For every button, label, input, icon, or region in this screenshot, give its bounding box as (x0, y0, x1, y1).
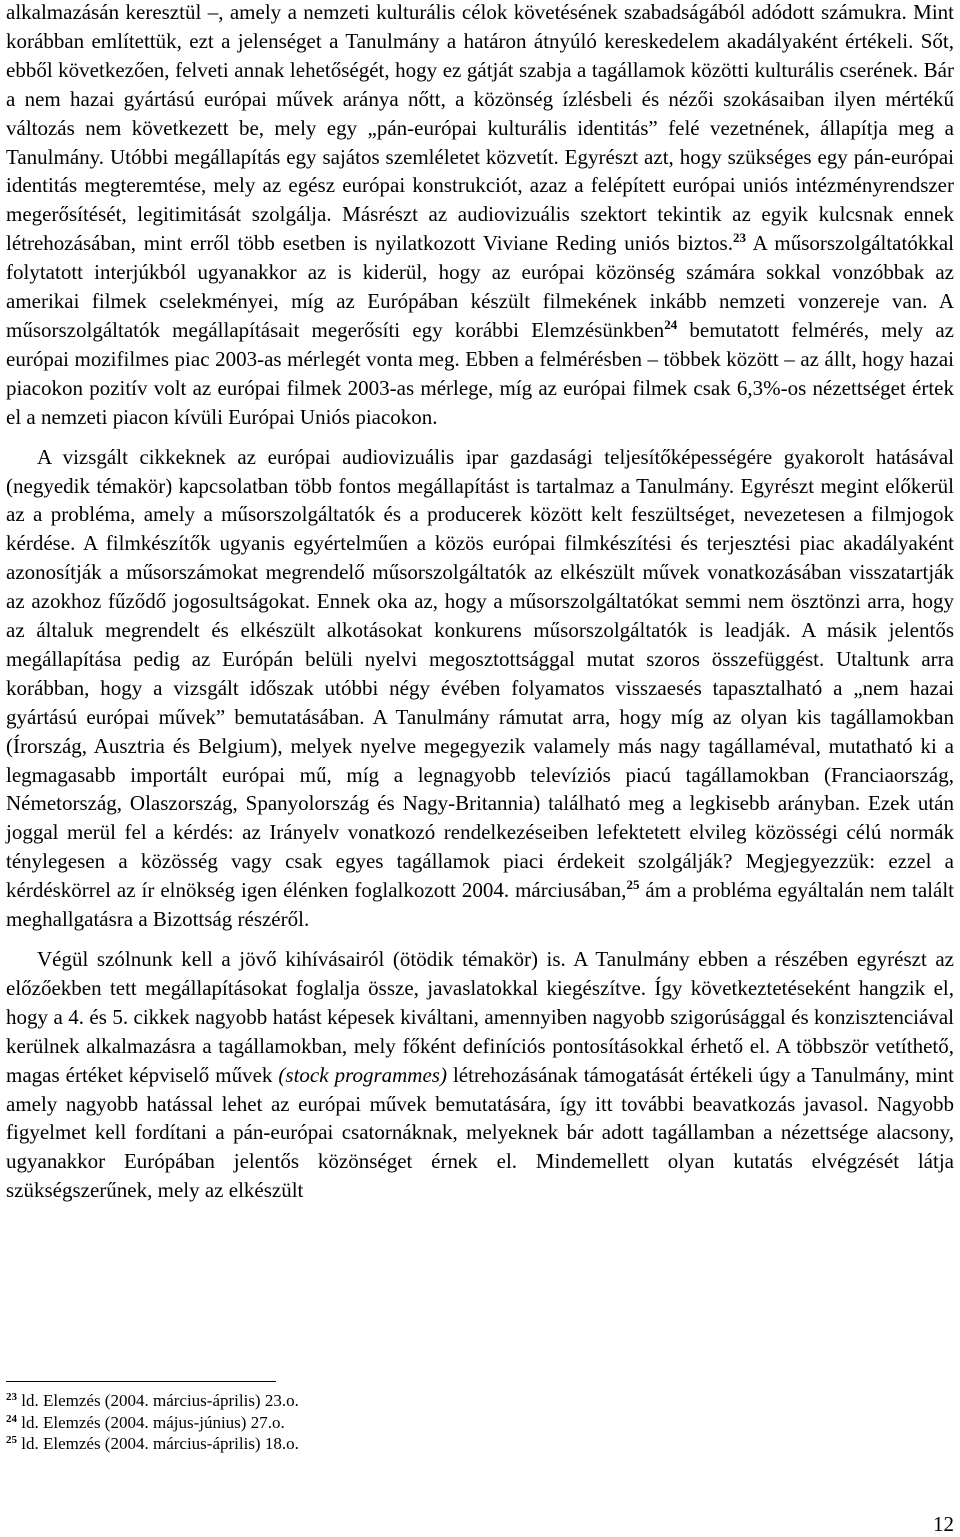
footnote-separator (6, 1381, 276, 1382)
footnote (6, 1433, 946, 1455)
text-run: A vizsgált cikkeknek az európai audiovizuális ipar gazdasági teljesítőképességére gyakorolt hatásával (negyedik témakör) kapcsolatban több fontos megállapítást is tartalmaz a Tanulmány. Egyrészt megint előkerül az a probléma, amely a műsorszolgáltatók és a producerek között kelt feszültséget, nevezetesen a filmjogok kérdése. A filmkészítők ugyanis egyértelműen a közös európai filmkészítési és terjesztési piac akadályaként azonosítják a műsorszámokat megrendelő műsorszolgáltatók az elkészült művek vonatkozásában visszatartják az azokhoz fűződő jogosultságokat. Ennek oka az, hogy a műsorszolgáltatókat semmi nem ösztönzi arra, hogy az általuk megrendelt és elkészült alkotásokat konkurens műsorszolgáltatók is leadják. A másik jelentős megállapítása pedig az Európán belüli nyelvi megosztottsággal mutat szoros összefüggést. Utaltunk arra korábban, hogy a vizsgált időszak utóbbi négy évében folyamatos visszaesés tapasztalható a „nem hazai gyártású európai művek” bemutatásában. A Tanulmány rámutat arra, hogy míg az olyan kis tagállamokban (Írország, Ausztria és Belgium), melyek nyelve megegyezik valamely más nagy tagállaméval, mutatható ki a legmagasabb importált európai mű, míg a legnagyobb televíziós piacú tagállamokban (Franciaország, Németország, Olaszország, Spanyolország és Nagy-Britannia) található meg a legkisebb arányban. Ezek után joggal merül fel a kérdés: az Irányelv vonatkozó rendelkezéseiben lefektetett elvileg közösségi célú normák ténylegesen a közösség vagy csak egyes tagállamok piaci érdekeit szolgálják? Megjegyezzük: ezzel a kérdéskörrel az ír elnökség igen élénken foglalkozott 2004. márciusában, (6, 444, 954, 903)
text-run: ám a probléma egyáltalán nem talált meghallgatásra a Bizottság részéről. (6, 878, 955, 932)
footnote-reference: 24 (664, 316, 678, 332)
paragraph (6, 0, 954, 432)
paragraph (6, 443, 954, 934)
text-run: létrehozásának támogatását értékeli úgy a Tanulmány, mint amely nagyobb hatással lehet az európai művek bemutatására, így itt további beavatkozás javasol. Nagyobb figyelmet kell fordítani a pán-európai csatornáknak, melyeknek bár adott tagállamban a nézettsége alacsony, ugyanakkor Európában jelentős közönséget érnek el. Mindemellett olyan kutatás elvégzését látja szükségszerűnek, mely az elkészült (6, 1062, 954, 1203)
footnote-text: ld. Elemzés (2004. május-június) 27.o. (21, 1412, 285, 1432)
footnote-number: 25 (6, 1434, 17, 1446)
body-text (6, 0, 954, 1205)
text-run: A műsorszolgáltatókkal folytatott interjúkból ugyanakkor az is kiderül, hogy az európai közönség számára sokkal vonzóbbak az amerikai filmek cselekményei, míg az Európában készült filmekének inkább nemzeti vonzereje van. A műsorszolgáltatók megállapításait megerősíti egy korábbi Elemzésünkben (6, 231, 954, 342)
footnote-reference: 25 (626, 877, 640, 893)
footnote (6, 1390, 946, 1412)
footnotes (6, 1390, 946, 1455)
footnote-text: ld. Elemzés (2004. március-április) 18.o. (21, 1434, 299, 1453)
paragraph (6, 945, 954, 1205)
footnote-number: 24 (6, 1412, 17, 1425)
text-run: Végül szólnunk kell a jövő kihívásairól (ötödik témakör) is. A Tanulmány ebben a részében egyrészt az előzőekben tett megállapításokat foglalja össze, javaslatokkal kiegészítve. Így következtetéseként hangzik el, hogy a 4. és 5. cikkek nagyobb hatást képesek kiváltani, amennyiben nagyobb szigorúsággal és konzisztenciával kerülnek alkalmazásra a tagállamokban, mely főként definíciós pontosításokkal érhető el. A többször vetíthető, magas értéket képviselő művek (6, 947, 954, 1087)
text-run: alkalmazásán keresztül –, amely a nemzeti kulturális célok követésének szabadságából adódott számukra. Mint korábban említettük, ezt a jelenséget a Tanulmány a határon átnyúló kereskedelem akadályaként értékeli. Sőt, ebből következően, felveti annak lehetőségét, hogy ez gátját szabja a tagállamok közötti kulturális cserének. Bár a nem hazai gyártású európai művek aránya nőtt, a közönség ízlésbeli és nézői szokásaiban ilyen mértékű változás nem következett be, mely egy „pán-európai kulturális identitás” felé vezetnének, állapítja meg a Tanulmány. Utóbbi megállapítás egy sajátos szemléletet közvetít. Egyrészt azt, hogy szükséges egy pán-európai identitás megteremtése, mely az egész európai konstrukciót, azaz a felépített európai uniós intézményrendszer megerősítését, legitimitását szolgálja. Másrészt az audiovizuális szektort tekintik az egyik kulcsnak ennek létrehozásában, mint erről több esetben is nyilatkozott Viviane Reding uniós biztos. (6, 0, 954, 256)
footnote-text: ld. Elemzés (2004. március-április) 23.o. (21, 1391, 299, 1410)
text-run: bemutatott felmérés, mely az európai mozifilmes piac 2003-as mérlegét vonta meg. Ebben a felmérésben – többek között – az állt, hogy hazai piacokon pozitív volt az európai filmek 2003-as mérlege, míg az európai filmek csak 6,3%-os nézettséget értek el a nemzeti piacon kívüli Európai Uniós piacokon. (6, 317, 954, 429)
footnote-number: 23 (6, 1391, 17, 1403)
italic-term: (stock programmes) (278, 1062, 447, 1087)
footnote-reference: 23 (732, 230, 746, 246)
page-number: 12 (933, 1512, 954, 1536)
footnote (6, 1412, 946, 1434)
